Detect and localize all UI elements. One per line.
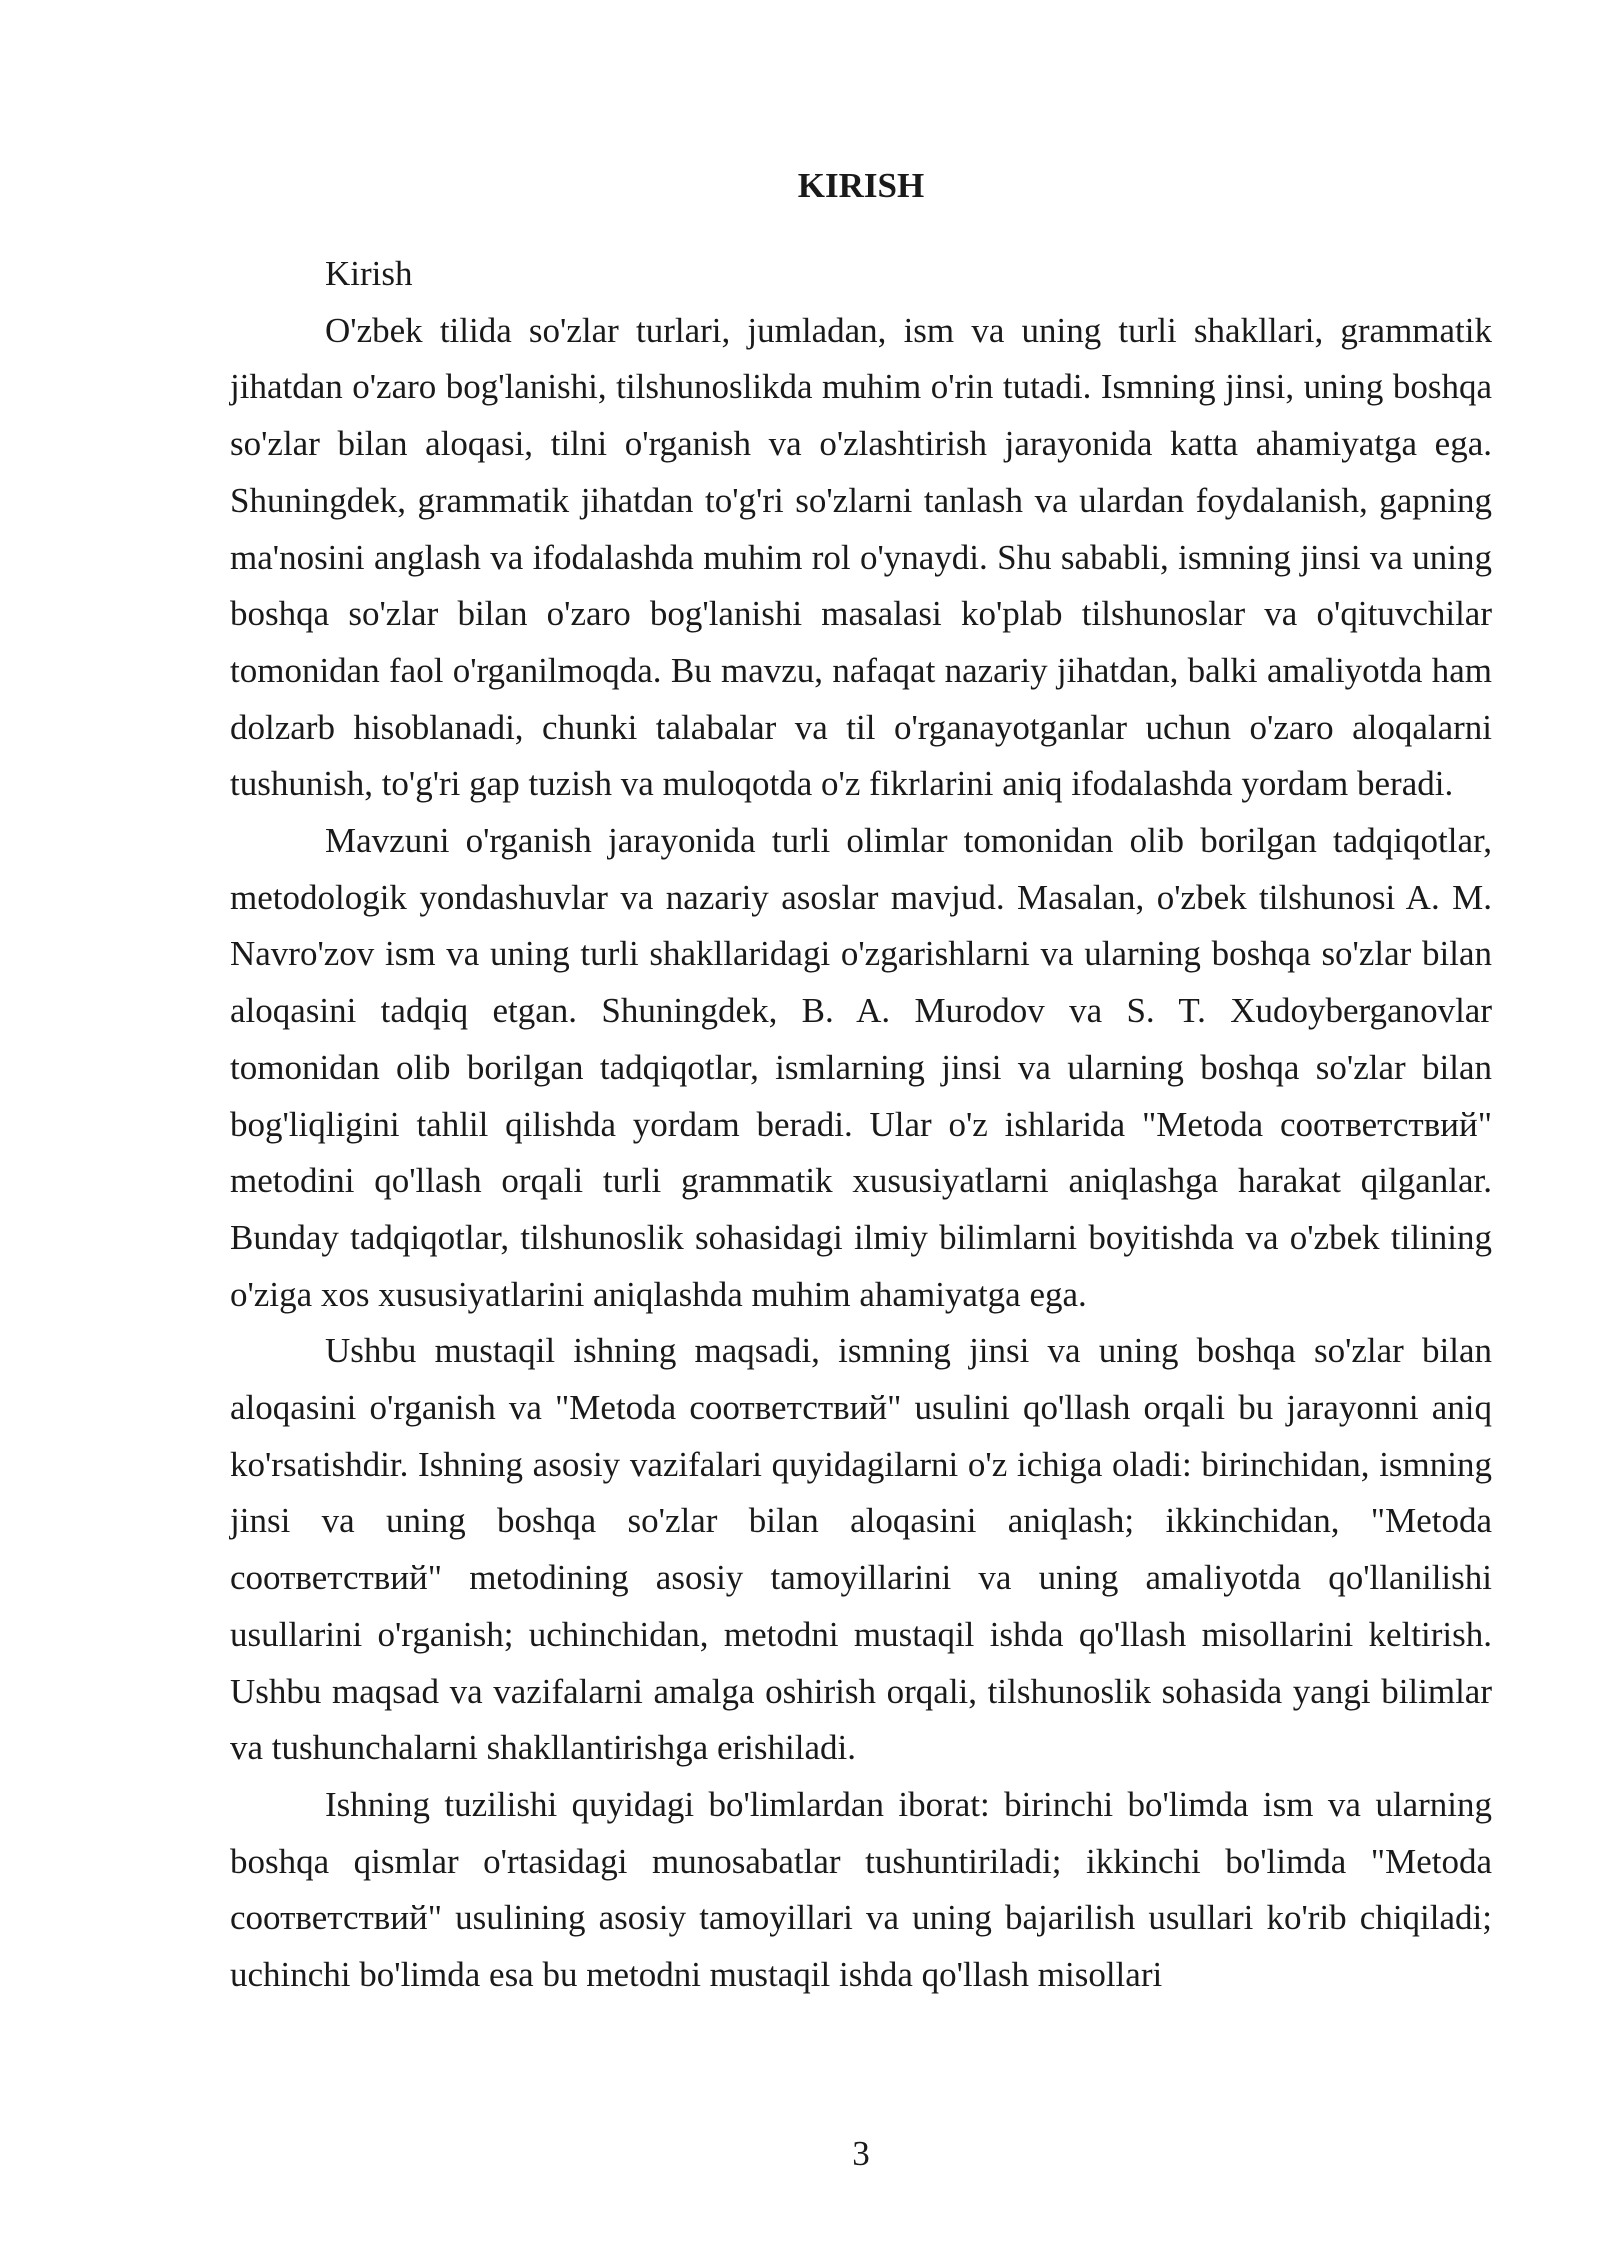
page-heading: KIRISH bbox=[797, 166, 925, 205]
section-subheading: Kirish bbox=[325, 254, 413, 293]
paragraph-3: Ushbu mustaqil ishning maqsadi, ismning jinsi va uning boshqa so'zlar bilan aloqasini o'rganish va "Metoda соответствий" usulini qo'llash orqali bu jarayonni aniq ko'rsatishdir. Ishning asosiy vazifalari quyidagilarni o'z ichiga oladi: birinchidan, ismning jinsi va uning boshqa so'zlar bilan aloqasini aniqlash; ikkinchidan, "Metoda соответствий" metodining asosiy tamoyillarini va uning amaliyotda qo'llanilishi usullarini o'rganish; uchinchidan, metodni mustaqil ishda qo'llash misollarini keltirish. Ushbu maqsad va vazifalarni amalga oshirish orqali, tilshunoslik sohasida yangi bilimlar va tushunchalarni shakllantirishga erishiladi. bbox=[230, 1331, 1492, 1768]
document-page bbox=[230, 160, 1492, 2004]
paragraph-2: Mavzuni o'rganish jarayonida turli olimlar tomonidan olib borilgan tadqiqotlar, metodologik yondashuvlar va nazariy asoslar mavjud. Masalan, o'zbek tilshunosi A. M. Navro'zov ism va uning turli shakllaridagi o'zgarishlarni va ularning boshqa so'zlar bilan aloqasini tadqiq etgan. Shuningdek, B. A. Murodov va S. T. Xudoyberganovlar tomonidan olib borilgan tadqiqotlar, ismlarning jinsi va ularning boshqa so'zlar bilan bog'liqligini tahlil qilishda yordam beradi. Ular o'z ishlarida "Metoda соответствий" metodini qo'llash orqali turli grammatik xususiyatlarni aniqlashga harakat qilganlar. Bunday tadqiqotlar, tilshunoslik sohasidagi ilmiy bilimlarni boyitishda va o'zbek tilining o'ziga xos xususiyatlarini aniqlashda muhim ahamiyatga ega. bbox=[230, 821, 1492, 1314]
paragraph-1: O'zbek tilida so'zlar turlari, jumladan, ism va uning turli shakllari, grammatik jihatdan o'zaro bog'lanishi, tilshunoslikda muhim o'rin tutadi. Ismning jinsi, uning boshqa so'zlar bilan aloqasi, tilni o'rganish va o'zlashtirish jarayonida katta ahamiyatga ega. Shuningdek, grammatik jihatdan to'g'ri so'zlarni tanlash va ulardan foydalanish, gapning ma'nosini anglash va ifodalashda muhim rol o'ynaydi. Shu sababli, ismning jinsi va uning boshqa so'zlar bilan o'zaro bog'lanishi masalasi ko'plab tilshunoslar va o'qituvchilar tomonidan faol o'rganilmoqda. Bu mavzu, nafaqat nazariy jihatdan, balki amaliyotda ham dolzarb hisoblanadi, chunki talabalar va til o'rganayotganlar uchun o'zaro aloqalarni tushunish, to'g'ri gap tuzish va muloqotda o'z fikrlarini aniq ifodalashda yordam beradi. bbox=[230, 310, 1492, 804]
page-number: 3 bbox=[852, 2134, 870, 2173]
paragraph-4: Ishning tuzilishi quyidagi bo'limlardan iborat: birinchi bo'limda ism va ularning boshqa qismlar o'rtasidagi munosabatlar tushuntiriladi; ikkinchi bo'limda "Metoda соответствий" usulining asosiy tamoyillari va uning bajarilish usullari ko'rib chiqiladi; uchinchi bo'limda esa bu metodni mustaqil ishda qo'llash misollari bbox=[230, 1784, 1492, 1995]
